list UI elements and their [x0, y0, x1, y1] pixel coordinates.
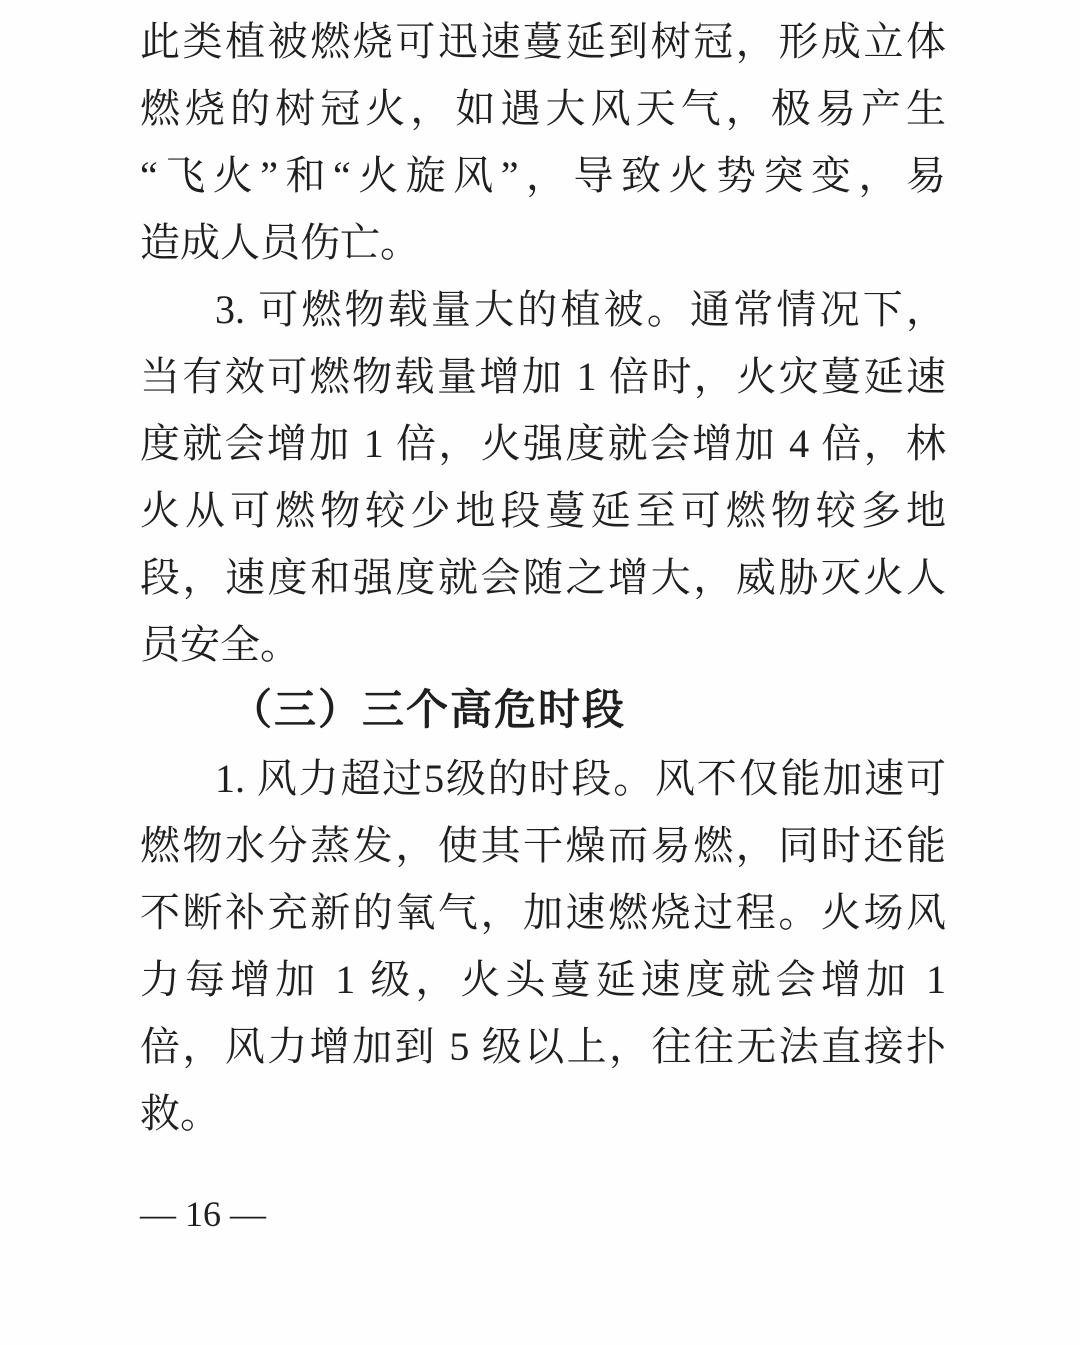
text-line: “飞火”和“火旋风”，导致火势突变，易 — [140, 153, 946, 198]
section-heading: （三）三个高危时段 — [230, 688, 627, 734]
page-number-footer: — 16 — — [140, 1194, 266, 1234]
text-line: 3. 可燃物载量大的植被。通常情况下， — [215, 287, 946, 332]
body-text — [140, 8, 946, 1240]
text-line: 造成人员伤亡。 — [140, 220, 420, 265]
text-line: 1. 风力超过5级的时段。风不仅能加速可 — [215, 756, 946, 801]
text-line: 不断补充新的氧气，加速燃烧过程。火场风 — [140, 890, 946, 935]
text-line: 度就会增加 1 倍，火强度就会增加 4 倍，林 — [140, 421, 946, 466]
text-line: 倍，风力增加到 5 级以上，往往无法直接扑 — [140, 1024, 946, 1069]
text-line: 救。 — [140, 1091, 220, 1136]
text-line: 火从可燃物较少地段蔓延至可燃物较多地 — [140, 488, 946, 533]
text-line: 段，速度和强度就会随之增大，威胁灭火人 — [140, 555, 946, 600]
text-line: 员安全。 — [140, 622, 300, 667]
text-line: 燃烧的树冠火，如遇大风天气，极易产生 — [140, 86, 946, 131]
text-line: 当有效可燃物载量增加 1 倍时，火灾蔓延速 — [140, 354, 946, 399]
text-line: 此类植被燃烧可迅速蔓延到树冠，形成立体 — [140, 19, 946, 64]
text-line: 力每增加 1 级，火头蔓延速度就会增加 1 — [140, 957, 946, 1002]
text-line: 燃物水分蒸发，使其干燥而易燃，同时还能 — [140, 823, 946, 868]
